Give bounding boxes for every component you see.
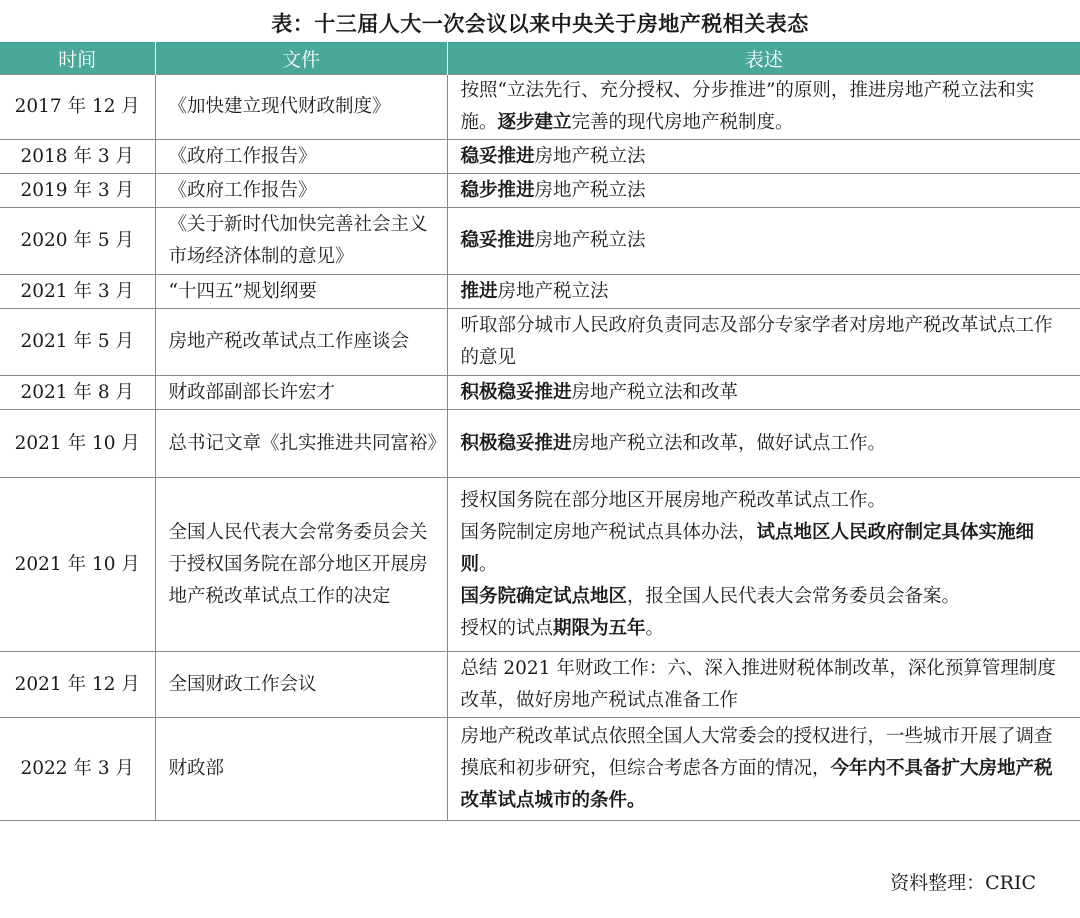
table-row	[0, 208, 1080, 275]
cell-document: 总书记文章《扎实推进共同富裕》	[155, 410, 447, 478]
text-phrase: 国务院制定房地产税试点具体办法，	[460, 521, 757, 543]
cell-statement	[447, 174, 1080, 208]
bold-phrase: 积极稳妥推进	[460, 381, 572, 403]
text-phrase: 。	[645, 617, 665, 639]
cell-statement	[447, 376, 1080, 410]
cell-time: 2018 年 3 月	[0, 140, 155, 174]
table-header-row	[0, 42, 1080, 75]
table-row	[0, 309, 1080, 376]
cell-statement	[447, 140, 1080, 174]
text-phrase: 听取部分城市人民政府负责同志及部分专家学者对房地产税改革试点工作的意见	[460, 315, 1053, 368]
table-row	[0, 174, 1080, 208]
cell-time: 2020 年 5 月	[0, 208, 155, 275]
cell-statement	[447, 718, 1080, 821]
bold-phrase: 积极稳妥推进	[460, 432, 572, 454]
table-row	[0, 140, 1080, 174]
cell-statement	[447, 410, 1080, 478]
header-statement: 表述	[447, 42, 1080, 75]
policy-table	[0, 42, 1080, 821]
cell-time: 2021 年 10 月	[0, 410, 155, 478]
source-note: 资料整理：CRIC	[890, 872, 1036, 894]
table-row	[0, 478, 1080, 652]
text-phrase: 房地产税立法	[534, 230, 646, 251]
table-row	[0, 652, 1080, 718]
cell-document: 房地产税改革试点工作座谈会	[155, 309, 447, 376]
cell-time: 2021 年 3 月	[0, 275, 155, 309]
cell-document: 全国人民代表大会常务委员会关于授权国务院在部分地区开展房地产税改革试点工作的决定	[155, 478, 447, 652]
text-phrase: ，报全国人民代表大会常务委员会备案。	[627, 585, 961, 607]
text-phrase: 房地产税立法	[534, 179, 646, 201]
text-phrase: 完善的现代房地产税制度。	[571, 112, 794, 133]
cell-document: 财政部	[155, 718, 447, 821]
cell-document: 《政府工作报告》	[155, 174, 447, 208]
bold-phrase: 期限为五年	[553, 617, 646, 639]
cell-document: 《加快建立现代财政制度》	[155, 75, 447, 140]
bold-phrase: 稳步推进	[460, 179, 535, 201]
bold-phrase: 今年内不具备扩大房地产税改革试点城市的条件。	[460, 758, 1053, 811]
statement-paragraph	[461, 721, 1069, 817]
cell-statement	[447, 309, 1080, 376]
cell-document: 《政府工作报告》	[155, 140, 447, 174]
cell-statement	[447, 478, 1080, 652]
text-phrase: 房地产税改革试点依照全国人大常委会的授权进行，一些城市开展了调查摸底和初步研究，但综合考虑各方面的情况，	[460, 726, 1053, 779]
cell-time: 2022 年 3 月	[0, 718, 155, 821]
cell-statement	[447, 652, 1080, 718]
cell-time: 2019 年 3 月	[0, 174, 155, 208]
bold-phrase: 试点地区人民政府制定具体实施细则	[460, 521, 1035, 575]
statement-paragraph	[461, 225, 1069, 257]
text-phrase: 房地产税立法	[534, 145, 646, 167]
text-phrase: 房地产税立法和改革	[571, 381, 739, 403]
statement-paragraph	[461, 613, 1069, 645]
cell-document: “十四五”规划纲要	[155, 275, 447, 309]
cell-statement	[447, 208, 1080, 275]
statement-paragraph	[461, 653, 1069, 717]
statement-paragraph	[461, 175, 1069, 207]
statement-paragraph	[461, 310, 1069, 374]
bold-phrase: 稳妥推进	[460, 145, 535, 167]
table-row	[0, 275, 1080, 309]
text-phrase: 授权的试点	[460, 617, 554, 639]
header-document: 文件	[155, 42, 447, 75]
text-phrase: 总结 2021 年财政工作：六、深入推进财税体制改革，深化预算管理制度改革，做好房地产税试点准备工作	[460, 657, 1056, 711]
cell-time: 2021 年 12 月	[0, 652, 155, 718]
bold-phrase: 逐步建立	[497, 112, 572, 133]
statement-paragraph	[461, 517, 1069, 581]
bold-phrase: 稳妥推进	[460, 230, 535, 251]
cell-time: 2021 年 5 月	[0, 309, 155, 376]
bold-phrase: 国务院确定试点地区	[460, 585, 628, 607]
text-phrase: 授权国务院在部分地区开展房地产税改革试点工作。	[460, 489, 887, 511]
cell-time: 2021 年 8 月	[0, 376, 155, 410]
statement-paragraph	[461, 377, 1069, 409]
bold-phrase: 推进	[460, 280, 498, 302]
statement-paragraph	[461, 581, 1069, 613]
cell-document: 全国财政工作会议	[155, 652, 447, 718]
statement-paragraph	[461, 276, 1069, 308]
table-row	[0, 718, 1080, 821]
cell-statement	[447, 275, 1080, 309]
text-phrase: 房地产税立法	[497, 280, 609, 302]
table-row	[0, 75, 1080, 140]
cell-statement	[447, 75, 1080, 140]
text-phrase: 房地产税立法和改革，做好试点工作。	[571, 432, 887, 454]
cell-document: 《关于新时代加快完善社会主义市场经济体制的意见》	[155, 208, 447, 275]
statement-paragraph	[461, 485, 1069, 517]
table-row	[0, 410, 1080, 478]
text-phrase: 。	[479, 553, 498, 575]
table-title: 表：十三届人大一次会议以来中央关于房地产税相关表态	[271, 11, 809, 36]
statement-paragraph	[461, 141, 1069, 173]
cell-time: 2017 年 12 月	[0, 75, 155, 140]
cell-document: 财政部副部长许宏才	[155, 376, 447, 410]
text-phrase: 按照“立法先行、充分授权、分步推进”的原则，推进房地产税立法和实施。	[460, 80, 1035, 133]
statement-paragraph	[461, 75, 1069, 139]
table-row	[0, 376, 1080, 410]
statement-paragraph	[461, 428, 1069, 460]
header-time: 时间	[0, 42, 155, 75]
cell-time: 2021 年 10 月	[0, 478, 155, 652]
